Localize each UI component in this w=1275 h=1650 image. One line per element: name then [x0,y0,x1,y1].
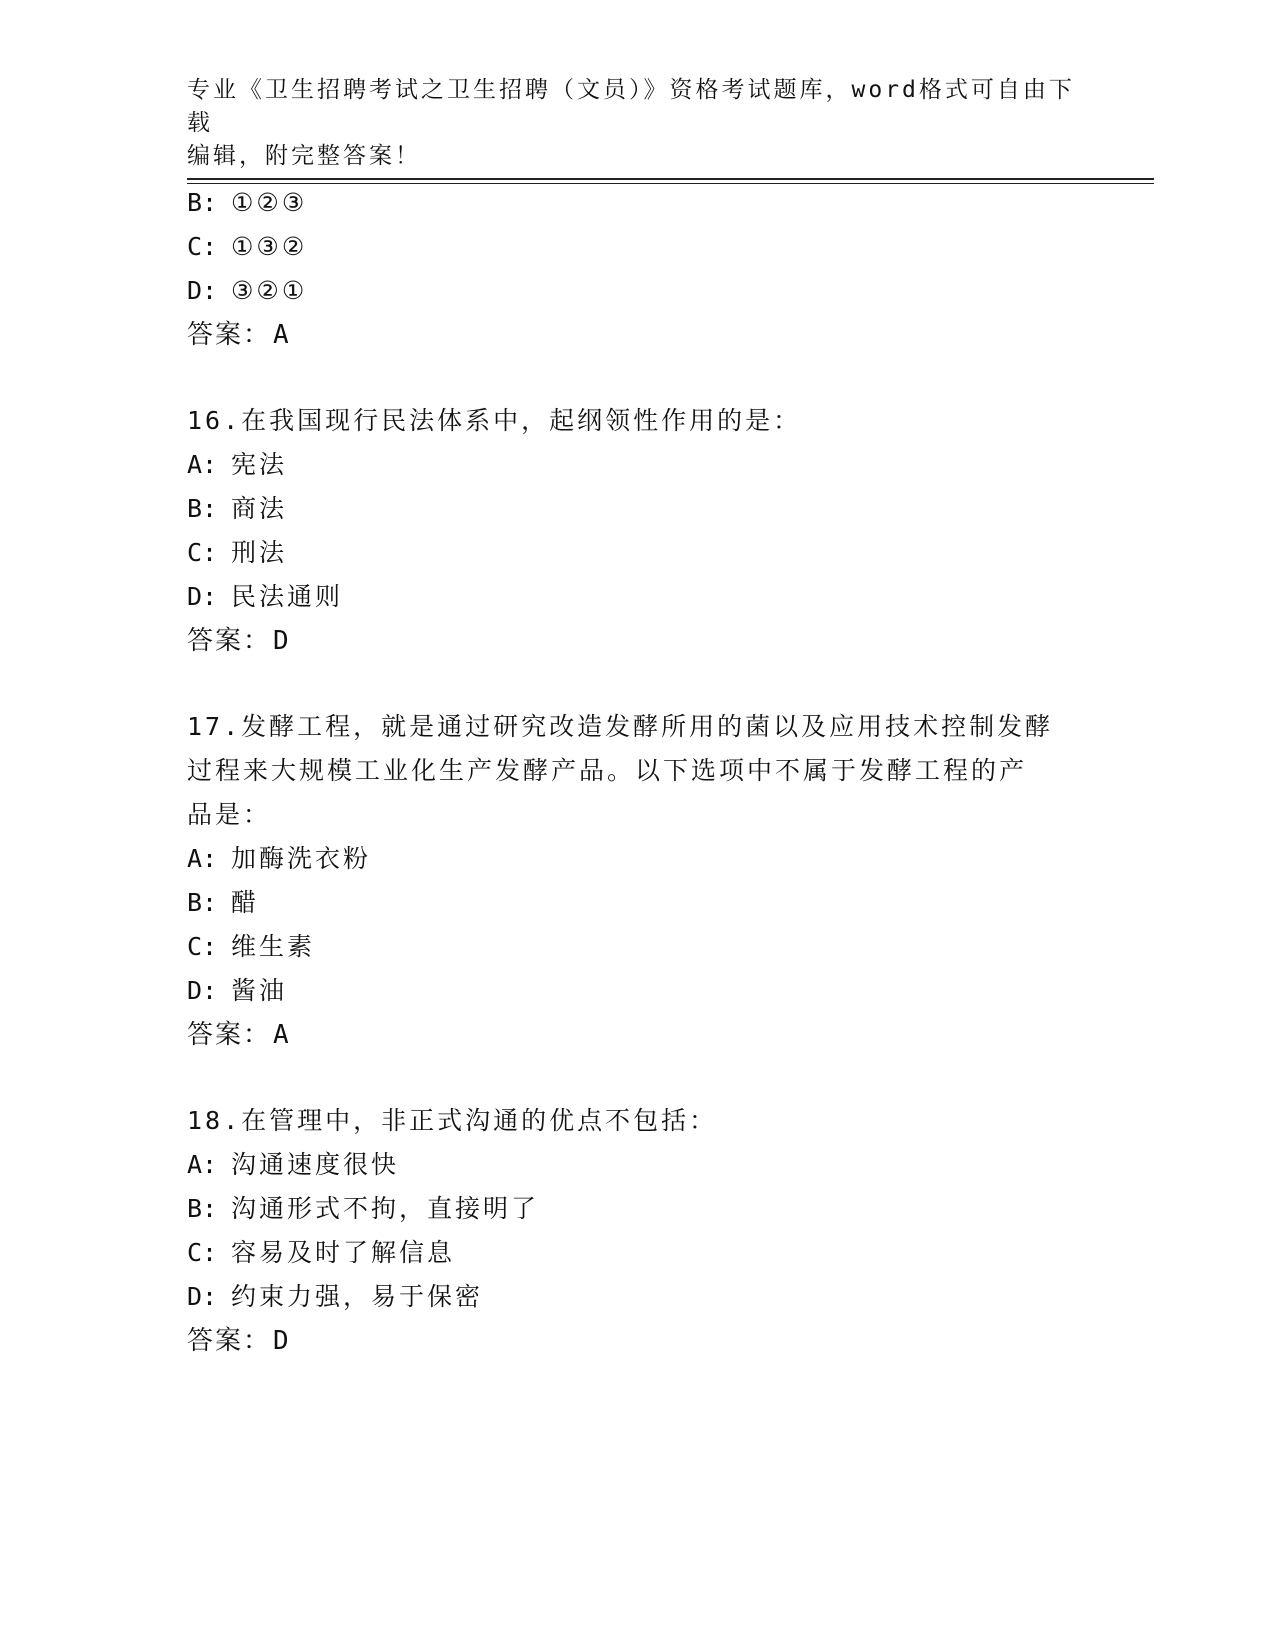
q18-option-a [187,1150,399,1180]
q18-option-d [187,1282,483,1312]
answer-label: 答案： [187,1326,272,1356]
q16-stem: 16.在我国现行民法体系中，起纲领性作用的是： [187,406,802,435]
option-letter: B: [187,1194,218,1223]
option-letter: A: [187,450,218,479]
option-text: 宪法 [231,450,288,479]
option-text: 刑法 [231,538,288,567]
option-letter: A: [187,844,218,873]
q15-option-c [187,232,307,262]
option-letter: C: [187,932,218,961]
answer-label: 答案： [187,1020,272,1050]
option-text: ①②③ [231,188,308,217]
option-text: 沟通速度很快 [231,1150,400,1179]
answer-value: A [273,1020,289,1050]
answer-value: D [273,626,289,656]
option-text: 容易及时了解信息 [231,1238,456,1267]
option-letter: B: [187,188,218,217]
q16-option-a [187,450,287,480]
q17-option-a [187,844,371,874]
page-header [187,74,1087,173]
answer-value: D [273,1326,289,1356]
option-letter: C: [187,538,218,567]
header-line-2: 编辑，附完整答案！ [187,143,421,169]
q18-option-c [187,1238,455,1268]
answer-label: 答案： [187,626,272,656]
answer-value: A [273,320,289,350]
option-text: 加酶洗衣粉 [231,844,372,873]
q17-stem-line-2: 过程来大规模工业化生产发酵产品。以下选项中不属于发酵工程的产 [187,756,1028,785]
q15-answer [187,320,289,350]
option-letter: D: [187,976,218,1005]
option-text: 约束力强，易于保密 [231,1282,484,1311]
q17-stem-line-3: 品是： [187,800,272,829]
q16-option-b [187,494,287,524]
option-text: 民法通则 [231,582,344,611]
option-letter: D: [187,276,218,305]
q18-answer [187,1326,289,1356]
option-text: 酱油 [231,976,288,1005]
q17-stem-line-1: 17.发酵工程，就是通过研究改造发酵所用的菌以及应用技术控制发酵 [187,712,1054,741]
option-text: 商法 [231,494,288,523]
q16-option-c [187,538,287,568]
q16-answer [187,626,289,656]
q16-option-d [187,582,343,612]
q17-option-b [187,888,259,918]
q18-stem: 18.在管理中，非正式沟通的优点不包括： [187,1106,718,1135]
header-divider-thick [187,178,1154,180]
q17-answer [187,1020,289,1050]
option-letter: B: [187,888,218,917]
option-text: 维生素 [231,932,316,961]
option-letter: B: [187,494,218,523]
option-text: 醋 [231,888,260,917]
answer-label: 答案： [187,320,272,350]
option-text: ③②① [231,276,308,305]
option-letter: D: [187,1282,218,1311]
q18-option-b [187,1194,539,1224]
option-text: 沟通形式不拘，直接明了 [231,1194,540,1223]
q17-option-d [187,976,287,1006]
option-letter: D: [187,582,218,611]
option-text: ①③② [231,232,308,261]
header-line-1: 专业《卫生招聘考试之卫生招聘（文员）》资格考试题库，word格式可自由下载 [187,77,1075,136]
q15-option-d [187,276,307,306]
header-divider-thin [187,183,1154,184]
option-letter: C: [187,232,218,261]
q17-option-c [187,932,315,962]
option-letter: A: [187,1150,218,1179]
q15-option-b [187,188,307,218]
option-letter: C: [187,1238,218,1267]
